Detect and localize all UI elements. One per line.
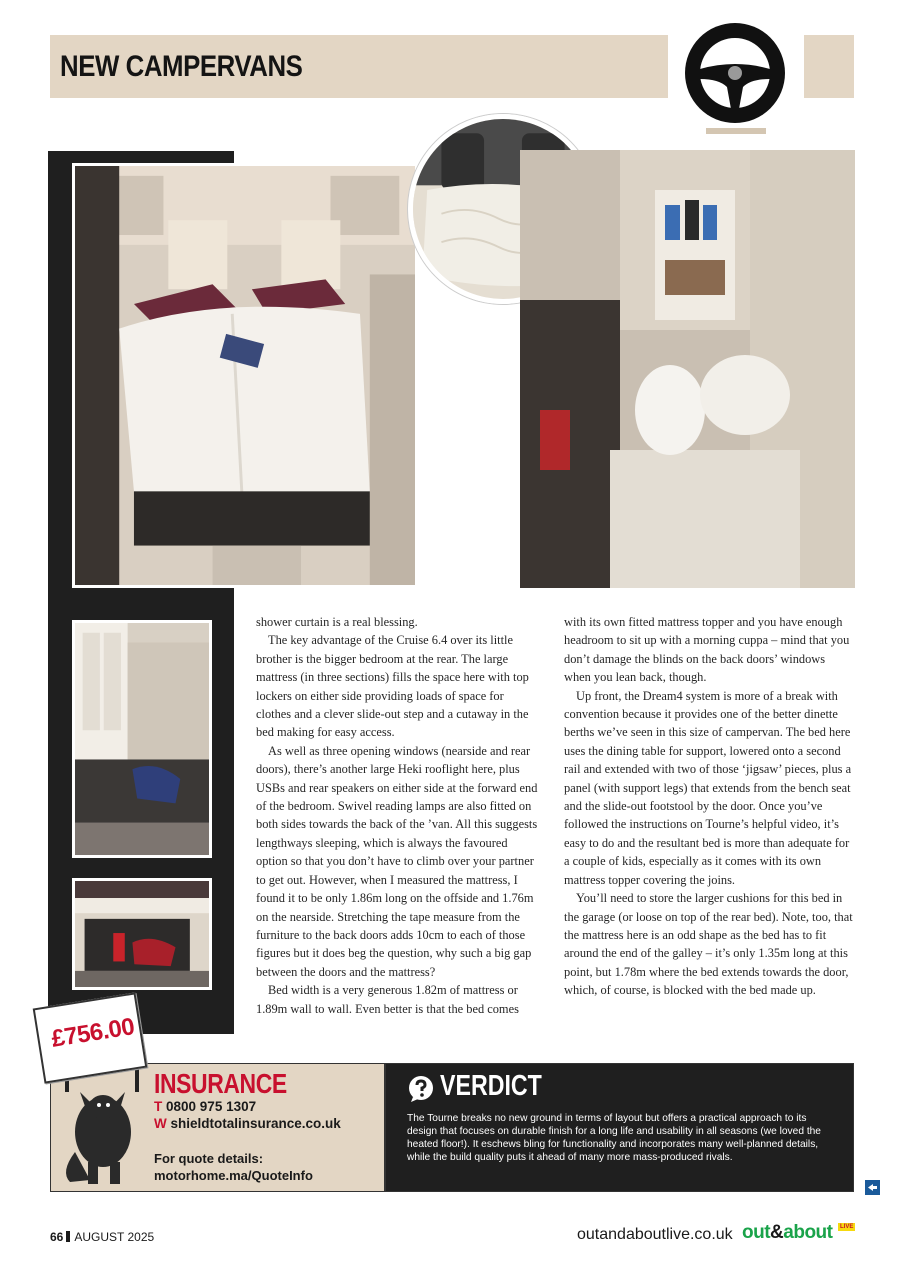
page-footer-issue: [50, 1230, 154, 1244]
end-of-article-icon: [865, 1180, 880, 1195]
quote-link[interactable]: motorhome.ma/QuoteInfo: [154, 1168, 313, 1183]
paragraph: The key advantage of the Cruise 6.4 over its little brother is the bigger bedroom at the rear. The large mattress (in three sections) fills the space here with top lockers on either side providing loads of space for clothes and a clever slide-out step and a cutaway in the bed making for easy access.: [256, 633, 529, 740]
website-link[interactable]: shieldtotalinsurance.co.uk: [170, 1116, 341, 1131]
insurance-title: INSURANCE: [154, 1068, 287, 1099]
quote-details: [154, 1150, 313, 1184]
phone-prefix: T: [154, 1099, 163, 1114]
garage-storage-photo: [72, 878, 212, 990]
issue-date: AUGUST 2025: [74, 1230, 155, 1244]
verdict-text: The Tourne breaks no new ground in terms of layout but offers a practical approach to its design that focuses on durable finish for a long life and usability in all seasons (we loved the heated floor!). It eschews bling for functionality and incorporates many well-planned details, while the build quality puts it ahead of many more mass-produced rivals.: [407, 1113, 821, 1163]
steering-wheel-underline: [706, 128, 766, 134]
paragraph: Bed width is a very generous 1.82m of mattress or 1.89m wall to wall. Even better is that the bed comes: [256, 983, 519, 1016]
paragraph: As well as three opening windows (nearside and rear doors), there’s another large Heki rooflight here, plus USBs and rear speakers on either side at the forward end of the bedroom. Swivel reading lamps are also fitted on both sides towards the back of the ’van. All this suggests lengthways sleeping, which is always the favoured option so that you don’t have to climb over your partner to get out. However, when I measured the mattress, I found it to be only 1.86m long on the offside and 1.76m on the nearside. Stretching the tape measure from the furniture to the back doors adds 10cm to each of those figures but it does beg the question, why such a big gap between the doors and the mattress?: [256, 743, 538, 979]
footer-divider: [66, 1231, 70, 1242]
page-number: 66: [50, 1230, 64, 1244]
footer-website[interactable]: outandaboutlive.co.uk: [577, 1226, 733, 1243]
paragraph: Up front, the Dream4 system is more of a break with convention because it provides one of the better dinette berths we’ve seen in this size of campervan. The bed here uses the dining table for support, lowered onto a second rail and extended with two of those ‘jigsaw’ pieces, plus a panel (with support legs) that extends from the bench seat and the slide-out footstool by the door. Once you’ve followed the instructions on Tourne’s helpful video, it’s easy to do and the resultant bed is more than adequate for a couple of kids, especially as it comes with its own mattress topper covering the joins.: [564, 688, 852, 887]
price-sign: [33, 992, 148, 1083]
paragraph: with its own fitted mattress topper and you have enough headroom to sit up with a morning cuppa – mind that you don’t damage the blinds on the back doors’ windows when you lean back, though.: [564, 615, 850, 685]
rear-bed-photo: [72, 163, 418, 588]
live-badge: LIVE: [840, 1224, 854, 1230]
rear-door-storage-photo: [72, 620, 212, 858]
insurance-price: £756.00: [49, 1013, 137, 1053]
phone-number: 0800 975 1307: [166, 1099, 257, 1114]
article-column-1: [256, 613, 541, 1018]
armadillo-mascot-icon: [55, 1062, 150, 1190]
steering-wheel-icon: [679, 17, 791, 129]
section-title: NEW CAMPERVANS: [60, 50, 303, 83]
quote-label: For quote details:: [154, 1151, 264, 1166]
washroom-photo: [520, 150, 855, 588]
paragraph: shower curtain is a real blessing.: [256, 615, 418, 629]
verdict-title: VERDICT: [440, 1070, 542, 1102]
out-and-about-logo: out&about: [742, 1222, 833, 1243]
article-column-2: [564, 613, 854, 1000]
web-prefix: W: [154, 1116, 167, 1131]
insurance-website: [154, 1116, 341, 1131]
question-bubble-icon: [407, 1075, 435, 1103]
paragraph: You’ll need to store the larger cushions for this bed in the garage (or loose on top of the rear bed). Note, too, that the mattress here is an odd shape as the bed has to fit around the end of the galley – it’s only 1.35m long at this point, but 1.78m where the bed extends towards the door, which, of course, is blocked with the bed made up.: [564, 891, 853, 998]
header-accent-bar: [804, 35, 854, 98]
insurance-phone: [154, 1099, 256, 1114]
